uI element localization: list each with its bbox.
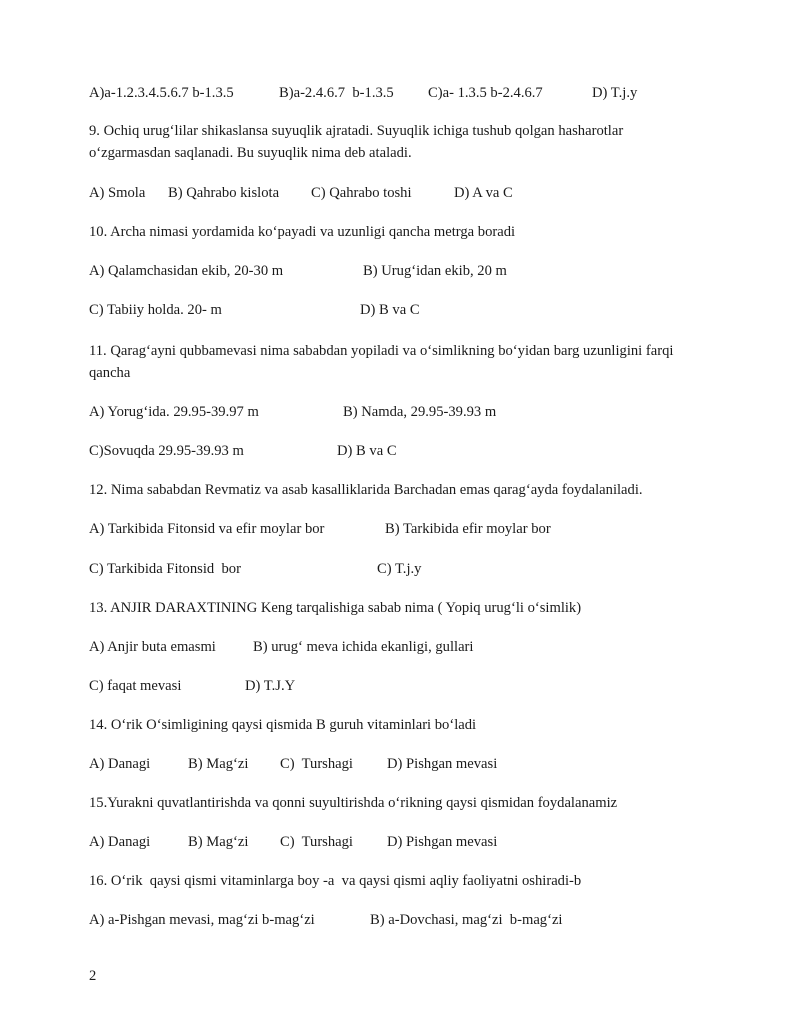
option-b: B) Tarkibida efir moylar bor: [385, 521, 551, 537]
question-13: 13. ANJIR DARAXTINING Keng tarqalishiga sabab nima ( Yopiq urug‘li o‘simlik): [89, 600, 582, 616]
option-b: B) Mag‘zi: [188, 756, 249, 772]
option-d: D) B va C: [360, 302, 420, 318]
option-a: A) Danagi: [89, 756, 151, 772]
option-d: D) T.j.y: [592, 85, 638, 101]
option-a: A) Danagi: [89, 834, 151, 850]
option-c: C)a- 1.3.5 b-2.4.6.7: [428, 85, 543, 101]
question-9: 9. Ochiq urug‘lilar shikaslansa suyuqlik ajratadi. Suyuqlik ichiga tushub qolgan hasharotlar o‘zgarmasdan saqlanadi. Bu suyuqlik nima deb ataladi.: [89, 123, 624, 161]
option-c-second: C) T.j.y: [377, 561, 422, 577]
question-12: 12. Nima sababdan Revmatiz va asab kasalliklarida Barchadan emas qarag‘ayda foydalaniladi.: [89, 482, 643, 498]
option-b: B) urug‘ meva ichida ekanligi, gullari: [253, 639, 474, 655]
option-c: C) faqat mevasi: [89, 678, 182, 694]
option-c: C) Tarkibida Fitonsid bor: [89, 561, 241, 577]
option-a: A) Smola: [89, 185, 146, 201]
option-b: B) a-Dovchasi, mag‘zi b-mag‘zi: [370, 912, 563, 928]
option-d: D) Pishgan mevasi: [387, 756, 498, 772]
question-10: 10. Archa nimasi yordamida ko‘payadi va uzunligi qancha metrga boradi: [89, 224, 516, 240]
option-b: B) Namda, 29.95-39.93 m: [343, 404, 497, 420]
question-16: 16. O‘rik qaysi qismi vitaminlarga boy -a va qaysi qismi aqliy faoliyatni oshiradi-b: [89, 873, 582, 889]
option-d: D) Pishgan mevasi: [387, 834, 498, 850]
option-b: B) Urug‘idan ekib, 20 m: [363, 263, 507, 279]
option-d: D) T.J.Y: [245, 678, 296, 694]
option-c: C)Sovuqda 29.95-39.93 m: [89, 443, 244, 459]
option-a: A) Tarkibida Fitonsid va efir moylar bor: [89, 521, 325, 537]
option-a: A) Anjir buta emasmi: [89, 639, 216, 655]
option-a: A) a-Pishgan mevasi, mag‘zi b-mag‘zi: [89, 912, 315, 928]
option-a: A) Qalamchasidan ekib, 20-30 m: [89, 263, 284, 279]
option-c: C) Tabiiy holda. 20- m: [89, 302, 222, 318]
option-b: B) Mag‘zi: [188, 834, 249, 850]
option-d: D) B va C: [337, 443, 397, 459]
option-a: A)a-1.2.3.4.5.6.7 b-1.3.5: [89, 85, 234, 101]
option-c: C) Qahrabo toshi: [311, 185, 412, 201]
page-number: 2: [89, 968, 97, 984]
option-d: D) A va C: [454, 185, 513, 201]
question-11: 11. Qarag‘ayni qubbamevasi nima sababdan yopiladi va o‘simlikning bo‘yidan barg uzunligini farqi qancha: [89, 343, 674, 381]
option-a: A) Yorug‘ida. 29.95-39.97 m: [89, 404, 259, 420]
option-c: C) Turshagi: [280, 834, 353, 850]
question-15: 15.Yurakni quvatlantirishda va qonni suyultirishda o‘rikning qaysi qismidan foydalanamiz: [89, 795, 618, 811]
question-14: 14. O‘rik O‘simligining qaysi qismida B guruh vitaminlari bo‘ladi: [89, 717, 477, 733]
option-b: B)a-2.4.6.7 b-1.3.5: [279, 85, 394, 101]
option-c: C) Turshagi: [280, 756, 353, 772]
option-b: B) Qahrabo kislota: [168, 185, 280, 201]
